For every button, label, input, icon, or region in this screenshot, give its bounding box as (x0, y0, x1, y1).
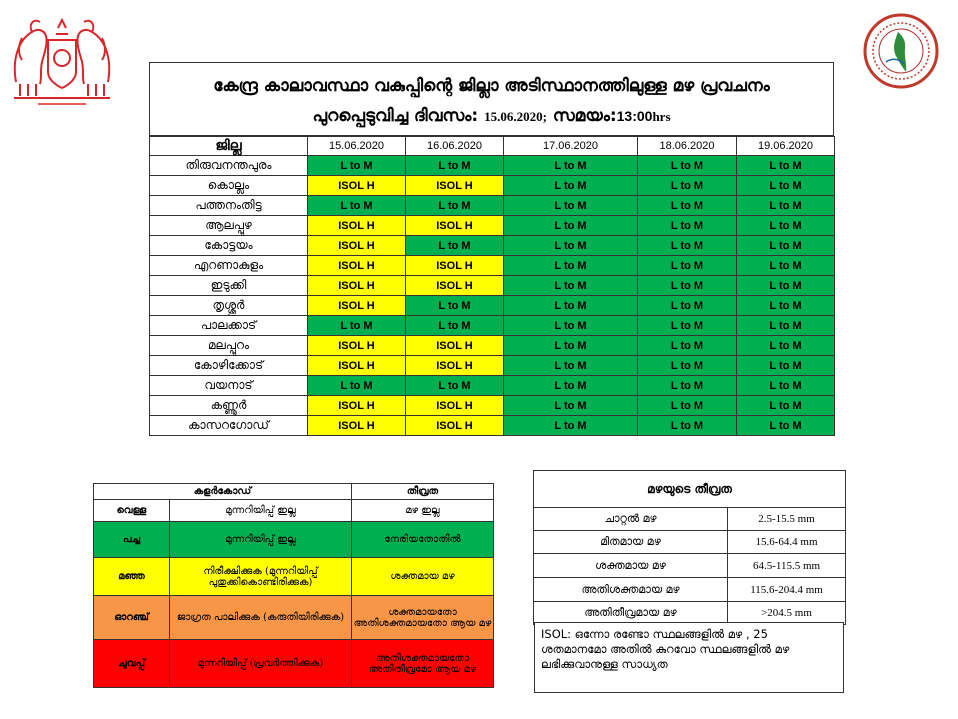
forecast-cell: ISOL H (308, 296, 406, 316)
intensity-row (534, 508, 846, 531)
forecast-cell: L to M (504, 216, 638, 236)
forecast-cell: L to M (504, 316, 638, 336)
forecast-cell: ISOL H (308, 256, 406, 276)
intensity-range: 64.5-115.5 mm (728, 554, 846, 578)
time-value: 13:00 (616, 108, 653, 124)
kerala-disaster-management-seal-icon (862, 12, 940, 90)
colour-code-legend (93, 483, 494, 688)
table-row (150, 256, 835, 276)
table-row (150, 196, 835, 216)
forecast-cell: L to M (504, 256, 638, 276)
intensity-range: 115.6-204.4 mm (728, 578, 846, 602)
forecast-cell: ISOL H (308, 176, 406, 196)
forecast-cell: L to M (406, 316, 504, 336)
intensity-row (534, 531, 846, 554)
forecast-header-row (150, 137, 835, 156)
district-name: മലപ്പുറം (150, 336, 308, 356)
forecast-cell: ISOL H (308, 396, 406, 416)
forecast-cell: L to M (504, 336, 638, 356)
legend-colour-name: മഞ്ഞ (94, 558, 170, 596)
forecast-cell: L to M (504, 416, 638, 436)
date-column-header: 19.06.2020 (737, 137, 835, 156)
table-row (150, 296, 835, 316)
table-row (150, 356, 835, 376)
legend-colour-name: പച്ച (94, 522, 170, 558)
forecast-cell: L to M (638, 236, 737, 256)
district-forecast-table (149, 136, 835, 436)
district-name: കണ്ണൂർ (150, 396, 308, 416)
intensity-row (534, 554, 846, 578)
legend-row-red (94, 640, 494, 688)
forecast-header (149, 62, 834, 136)
district-name: എറണാകുളം (150, 256, 308, 276)
legend-row-orange (94, 596, 494, 640)
forecast-cell: L to M (504, 276, 638, 296)
table-row (150, 376, 835, 396)
legend-colour-name: ഓറഞ്ച് (94, 596, 170, 640)
time-label: സമയം: (552, 106, 617, 126)
legend-intensity: ശക്തമായ മഴ (352, 558, 494, 596)
forecast-cell: L to M (638, 276, 737, 296)
legend-row-white (94, 500, 494, 522)
table-row (150, 396, 835, 416)
forecast-cell: L to M (737, 356, 835, 376)
forecast-cell: L to M (406, 196, 504, 216)
legend-row-yellow (94, 558, 494, 596)
page-title: കേന്ദ്ര കാലാവസ്ഥാ വകുപ്പിന്റെ ജില്ലാ അടിസ്ഥാനത്തിലുള്ള മഴ പ്രവചനം (213, 76, 770, 96)
forecast-cell: ISOL H (308, 276, 406, 296)
forecast-cell: L to M (504, 296, 638, 316)
legend-intensity: ശക്തമായതോ അതിശക്തമായതോ ആയ മഴ (352, 596, 494, 640)
forecast-cell: L to M (638, 376, 737, 396)
legend-intensity: നേരിയതോതിൽ (352, 522, 494, 558)
forecast-cell: L to M (737, 276, 835, 296)
forecast-cell: L to M (638, 256, 737, 276)
legend-meaning: നിരീക്ഷിക്കുക (മുന്നറിയിപ്പ് പുതുക്കികൊണ്ടിരിക്കുക) (170, 558, 352, 596)
issue-info (150, 106, 833, 126)
district-name: ഇടുക്കി (150, 276, 308, 296)
time-unit: hrs (652, 109, 671, 124)
forecast-cell: L to M (504, 376, 638, 396)
district-column-header: ജില്ല (150, 137, 308, 156)
table-row (150, 176, 835, 196)
table-row (150, 416, 835, 436)
forecast-cell: L to M (504, 176, 638, 196)
district-name: ആലപ്പുഴ (150, 216, 308, 236)
forecast-cell: L to M (737, 196, 835, 216)
forecast-cell: L to M (638, 196, 737, 216)
forecast-cell: L to M (638, 296, 737, 316)
forecast-cell: L to M (308, 196, 406, 216)
district-name: വയനാട് (150, 376, 308, 396)
rain-intensity-table (533, 470, 846, 625)
table-row (150, 276, 835, 296)
forecast-cell: L to M (504, 196, 638, 216)
forecast-cell: ISOL H (308, 336, 406, 356)
legend-header-row (94, 484, 494, 500)
date-column-header: 18.06.2020 (638, 137, 737, 156)
forecast-cell: L to M (638, 156, 737, 176)
forecast-cell: L to M (737, 316, 835, 336)
district-name: കോട്ടയം (150, 236, 308, 256)
isol-note: ISOL: ഒന്നോ രണ്ടോ സ്ഥലങ്ങളിൽ മഴ , 25 ശതമാനമോ അതിൽ കുറവോ സ്ഥലങ്ങളിൽ മഴ ലഭിക്കുവാനുള്ള സാധ്യത (534, 622, 844, 693)
district-name: പാലക്കാട് (150, 316, 308, 336)
forecast-cell: ISOL H (308, 236, 406, 256)
legend-colour-header: കളർകോഡ് (94, 484, 352, 500)
forecast-cell: L to M (638, 396, 737, 416)
district-name: കൊല്ലം (150, 176, 308, 196)
intensity-range: 15.6-64.4 mm (728, 531, 846, 554)
intensity-label: അതിശക്തമായ മഴ (534, 578, 728, 602)
forecast-cell: L to M (308, 316, 406, 336)
forecast-cell: ISOL H (406, 416, 504, 436)
forecast-cell: ISOL H (406, 256, 504, 276)
kerala-state-emblem-icon (8, 10, 116, 110)
table-row (150, 336, 835, 356)
forecast-cell: ISOL H (406, 336, 504, 356)
forecast-cell: ISOL H (406, 176, 504, 196)
legend-colour-name: വെള്ള (94, 500, 170, 522)
intensity-header-row (534, 471, 846, 508)
forecast-cell: L to M (737, 216, 835, 236)
intensity-range: >204.5 mm (728, 602, 846, 625)
forecast-cell: L to M (737, 376, 835, 396)
forecast-cell: L to M (406, 236, 504, 256)
forecast-cell: L to M (737, 416, 835, 436)
forecast-cell: ISOL H (406, 276, 504, 296)
date-column-header: 15.06.2020 (308, 137, 406, 156)
forecast-cell: L to M (308, 156, 406, 176)
forecast-cell: L to M (406, 296, 504, 316)
legend-meaning: മുന്നറിയിപ്പ് ഇല്ല (170, 522, 352, 558)
date-column-header: 17.06.2020 (504, 137, 638, 156)
legend-colour-name: ചുവപ്പ് (94, 640, 170, 688)
forecast-cell: L to M (737, 396, 835, 416)
legend-meaning: മുന്നറിയിപ്പ് ഇല്ല (170, 500, 352, 522)
forecast-cell: ISOL H (406, 396, 504, 416)
forecast-cell: L to M (504, 156, 638, 176)
forecast-cell: ISOL H (308, 356, 406, 376)
forecast-cell: L to M (406, 156, 504, 176)
issued-label: പുറപ്പെടുവിച്ച ദിവസം: (312, 106, 479, 126)
forecast-cell: L to M (638, 416, 737, 436)
intensity-label: ശക്തമായ മഴ (534, 554, 728, 578)
forecast-cell: ISOL H (406, 356, 504, 376)
intensity-label: ചാറ്റൽ മഴ (534, 508, 728, 531)
intensity-label: മിതമായ മഴ (534, 531, 728, 554)
forecast-cell: ISOL H (406, 216, 504, 236)
forecast-cell: L to M (737, 296, 835, 316)
forecast-cell: L to M (737, 236, 835, 256)
forecast-cell: L to M (737, 336, 835, 356)
table-row (150, 156, 835, 176)
district-name: തൃശ്ശൂർ (150, 296, 308, 316)
district-name: കോഴിക്കോട് (150, 356, 308, 376)
district-name: തിരുവനന്തപുരം (150, 156, 308, 176)
legend-row-green (94, 522, 494, 558)
table-row (150, 316, 835, 336)
forecast-cell: L to M (638, 316, 737, 336)
legend-intensity-header: തീവ്രത (352, 484, 494, 500)
legend-intensity: മഴ ഇല്ല (352, 500, 494, 522)
legend-meaning: മുന്നറിയിപ്പ് (പ്രവർത്തിക്കുക) (170, 640, 352, 688)
intensity-range: 2.5-15.5 mm (728, 508, 846, 531)
forecast-cell: L to M (638, 176, 737, 196)
legend-meaning: ജാഗ്രത പാലിക്കുക (കരുതിയിരിക്കുക) (170, 596, 352, 640)
forecast-cell: L to M (504, 396, 638, 416)
date-column-header: 16.06.2020 (406, 137, 504, 156)
forecast-cell: L to M (638, 356, 737, 376)
table-row (150, 216, 835, 236)
forecast-cell: L to M (308, 376, 406, 396)
forecast-cell: L to M (638, 336, 737, 356)
table-row (150, 236, 835, 256)
forecast-cell: L to M (504, 356, 638, 376)
forecast-cell: L to M (638, 216, 737, 236)
forecast-cell: L to M (737, 176, 835, 196)
district-name: പത്തനംതിട്ട (150, 196, 308, 216)
district-name: കാസറഗോഡ് (150, 416, 308, 436)
intensity-row (534, 578, 846, 602)
forecast-cell: L to M (737, 256, 835, 276)
forecast-cell: ISOL H (308, 216, 406, 236)
legend-intensity: അതിശക്തമായതോ അതിതീവ്രമോ ആയ മഴ (352, 640, 494, 688)
intensity-label: അതിതീവ്രമായ മഴ (534, 602, 728, 625)
forecast-cell: L to M (737, 156, 835, 176)
forecast-cell: ISOL H (308, 416, 406, 436)
intensity-title: മഴയുടെ തീവ്രത (534, 471, 846, 508)
forecast-cell: L to M (406, 376, 504, 396)
forecast-cell: L to M (504, 236, 638, 256)
issued-date: 15.06.2020; (484, 109, 547, 124)
